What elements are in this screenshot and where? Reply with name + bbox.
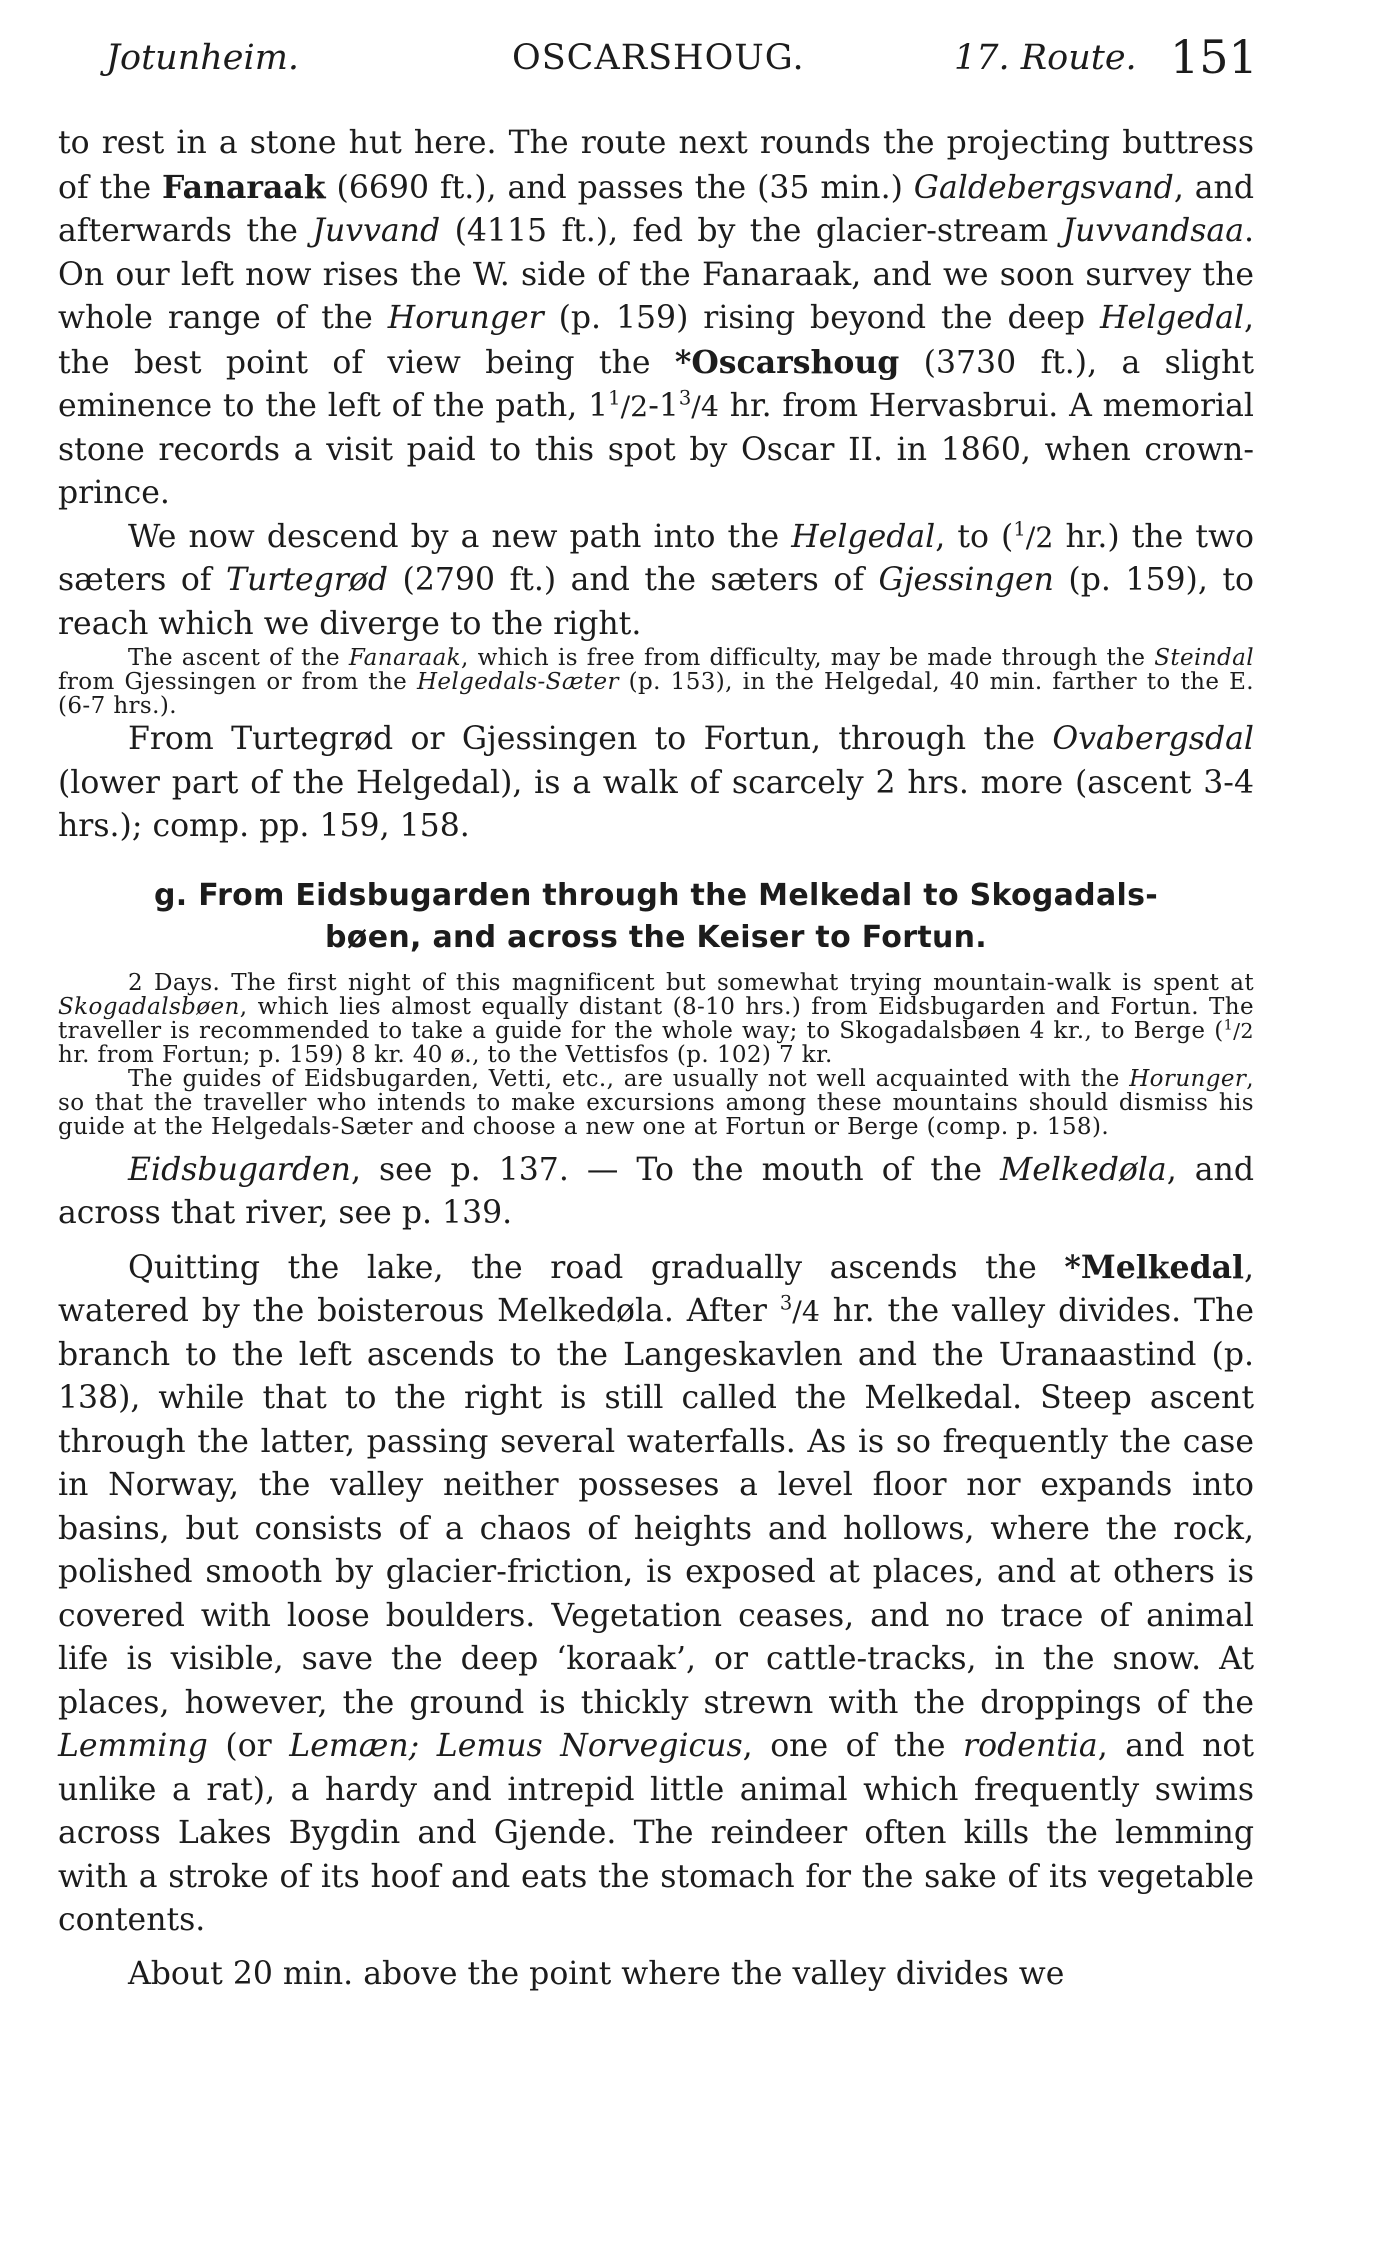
paragraph-eidsbugarden: Eidsbugarden, see p. 137. — To the mouth of the Melkedøla, and across that river, see p. 139. <box>58 1151 1254 1231</box>
page-number: 151 <box>1170 30 1258 84</box>
section-heading-g: g. From Eidsbugarden through the Melkedal to Skogadals- bøen, and across the Keiser to Fortun. <box>153 877 1158 955</box>
paragraph-to-fortun: From Turtegrød or Gjessingen to Fortun, through the Ovabergsdal (lower part of the Helgedal), is a walk of scarcely 2 hrs. more (ascent 3-4 hrs.); comp. pp. 159, 158. <box>58 721 1254 844</box>
paragraph-continued: About 20 min. above the point where the valley divides we <box>128 1955 1065 1992</box>
page-body <box>58 122 1254 1996</box>
paragraph-oscarshoug: to rest in a stone hut here. The route next rounds the projecting buttress of the Fanaraak (6690 ft.), and passes the (35 min.) Galdebergsvand, and afterwards the Juvvand (4115 ft.), fed by the glacier-stream Juvvandsaa. On our left now rises the W. side of the Fanaraak, and we soon survey the whole range of the Horunger (p. 159) rising beyond the deep Helgedal, the best point of view being the *Oscarshoug (3730 ft.), a slight eminence to the left of the path, $1^1/2-1^3/4$ hr. from Hervasbrui. A memorial stone records a visit paid to this spot by Oscar II. in 1860, when crown-prince. <box>58 125 1255 511</box>
note-guides: The guides of Eidsbugarden, Vetti, etc., are usually not well acquainted with the Horunger, so that the traveller who intends to make excursions among these mountains should dismiss his guide at the Helgedals-Sæter and choose a new one at Fortun or Berge (comp. p. 158). <box>58 1065 1254 1140</box>
note-fanaraak-ascent: The ascent of the Fanaraak, which is free from difficulty, may be made through the Steindal from Gjessingen or from the Helgedals-Sæter (p. 153), in the Helgedal, 40 min. farther to the E. (6-7 hrs.). <box>58 645 1254 719</box>
paragraph-helgedal-descent: We now descend by a new path into the Helgedal, to ($^1$/2 hr.) the two sæters of Turtegrød (2790 ft.) and the sæters of Gjessingen (p. 159), to reach which we diverge to the right. <box>58 517 1254 642</box>
header-region: Jotunheim. <box>106 38 300 78</box>
header-title: OSCARSHOUG. <box>512 38 805 78</box>
paragraph-melkedal: Quitting the lake, the road gradually ascends the *Melkedal, watered by the boisterous Melkedøla. After $^3$/4 hr. the valley divides. The branch to the left ascends to the Langeskavlen and the Uranaastind (p. 138), while that to the right is still called the Melkedal. Steep ascent through the latter, passing several waterfalls. As is so frequently the case in Norway, the valley neither posseses a level floor nor expands into basins, but consists of a chaos of heights and hollows, where the rock, polished smooth by glacier-friction, is exposed at places, and at others is covered with loose boulders. Vegetation ceases, and no trace of animal life is visible, save the deep ‘koraak’, or cattle-tracks, in the snow. At places, however, the ground is thickly strewn with the droppings of the Lemming (or Lemæn; Lemus Norvegicus, one of the rodentia, and not unlike a rat), a hardy and intrepid little animal which frequently swims across Lakes Bygdin and Gjende. The reindeer often kills the lemming with a stroke of its hoof and eats the stomach for the sake of its vegetable contents. <box>58 1248 1254 1938</box>
running-header <box>106 30 1256 90</box>
header-route: 17. Route. <box>954 38 1137 78</box>
note-two-days: 2 Days. The first night of this magnificent but somewhat trying mountain-walk is spent at Skogadalsbøen, which lies almost equally distant (8-10 hrs.) from Eidsbugarden and Fortun. The traveller is recommended to take a guide for the whole way; to Skogadalsbøen 4 kr., to Berge ($^1$/2 hr. from Fortun; p. 159) 8 kr. 40 ø., to the Vettisfos (p. 102) 7 kr. <box>58 969 1254 1068</box>
